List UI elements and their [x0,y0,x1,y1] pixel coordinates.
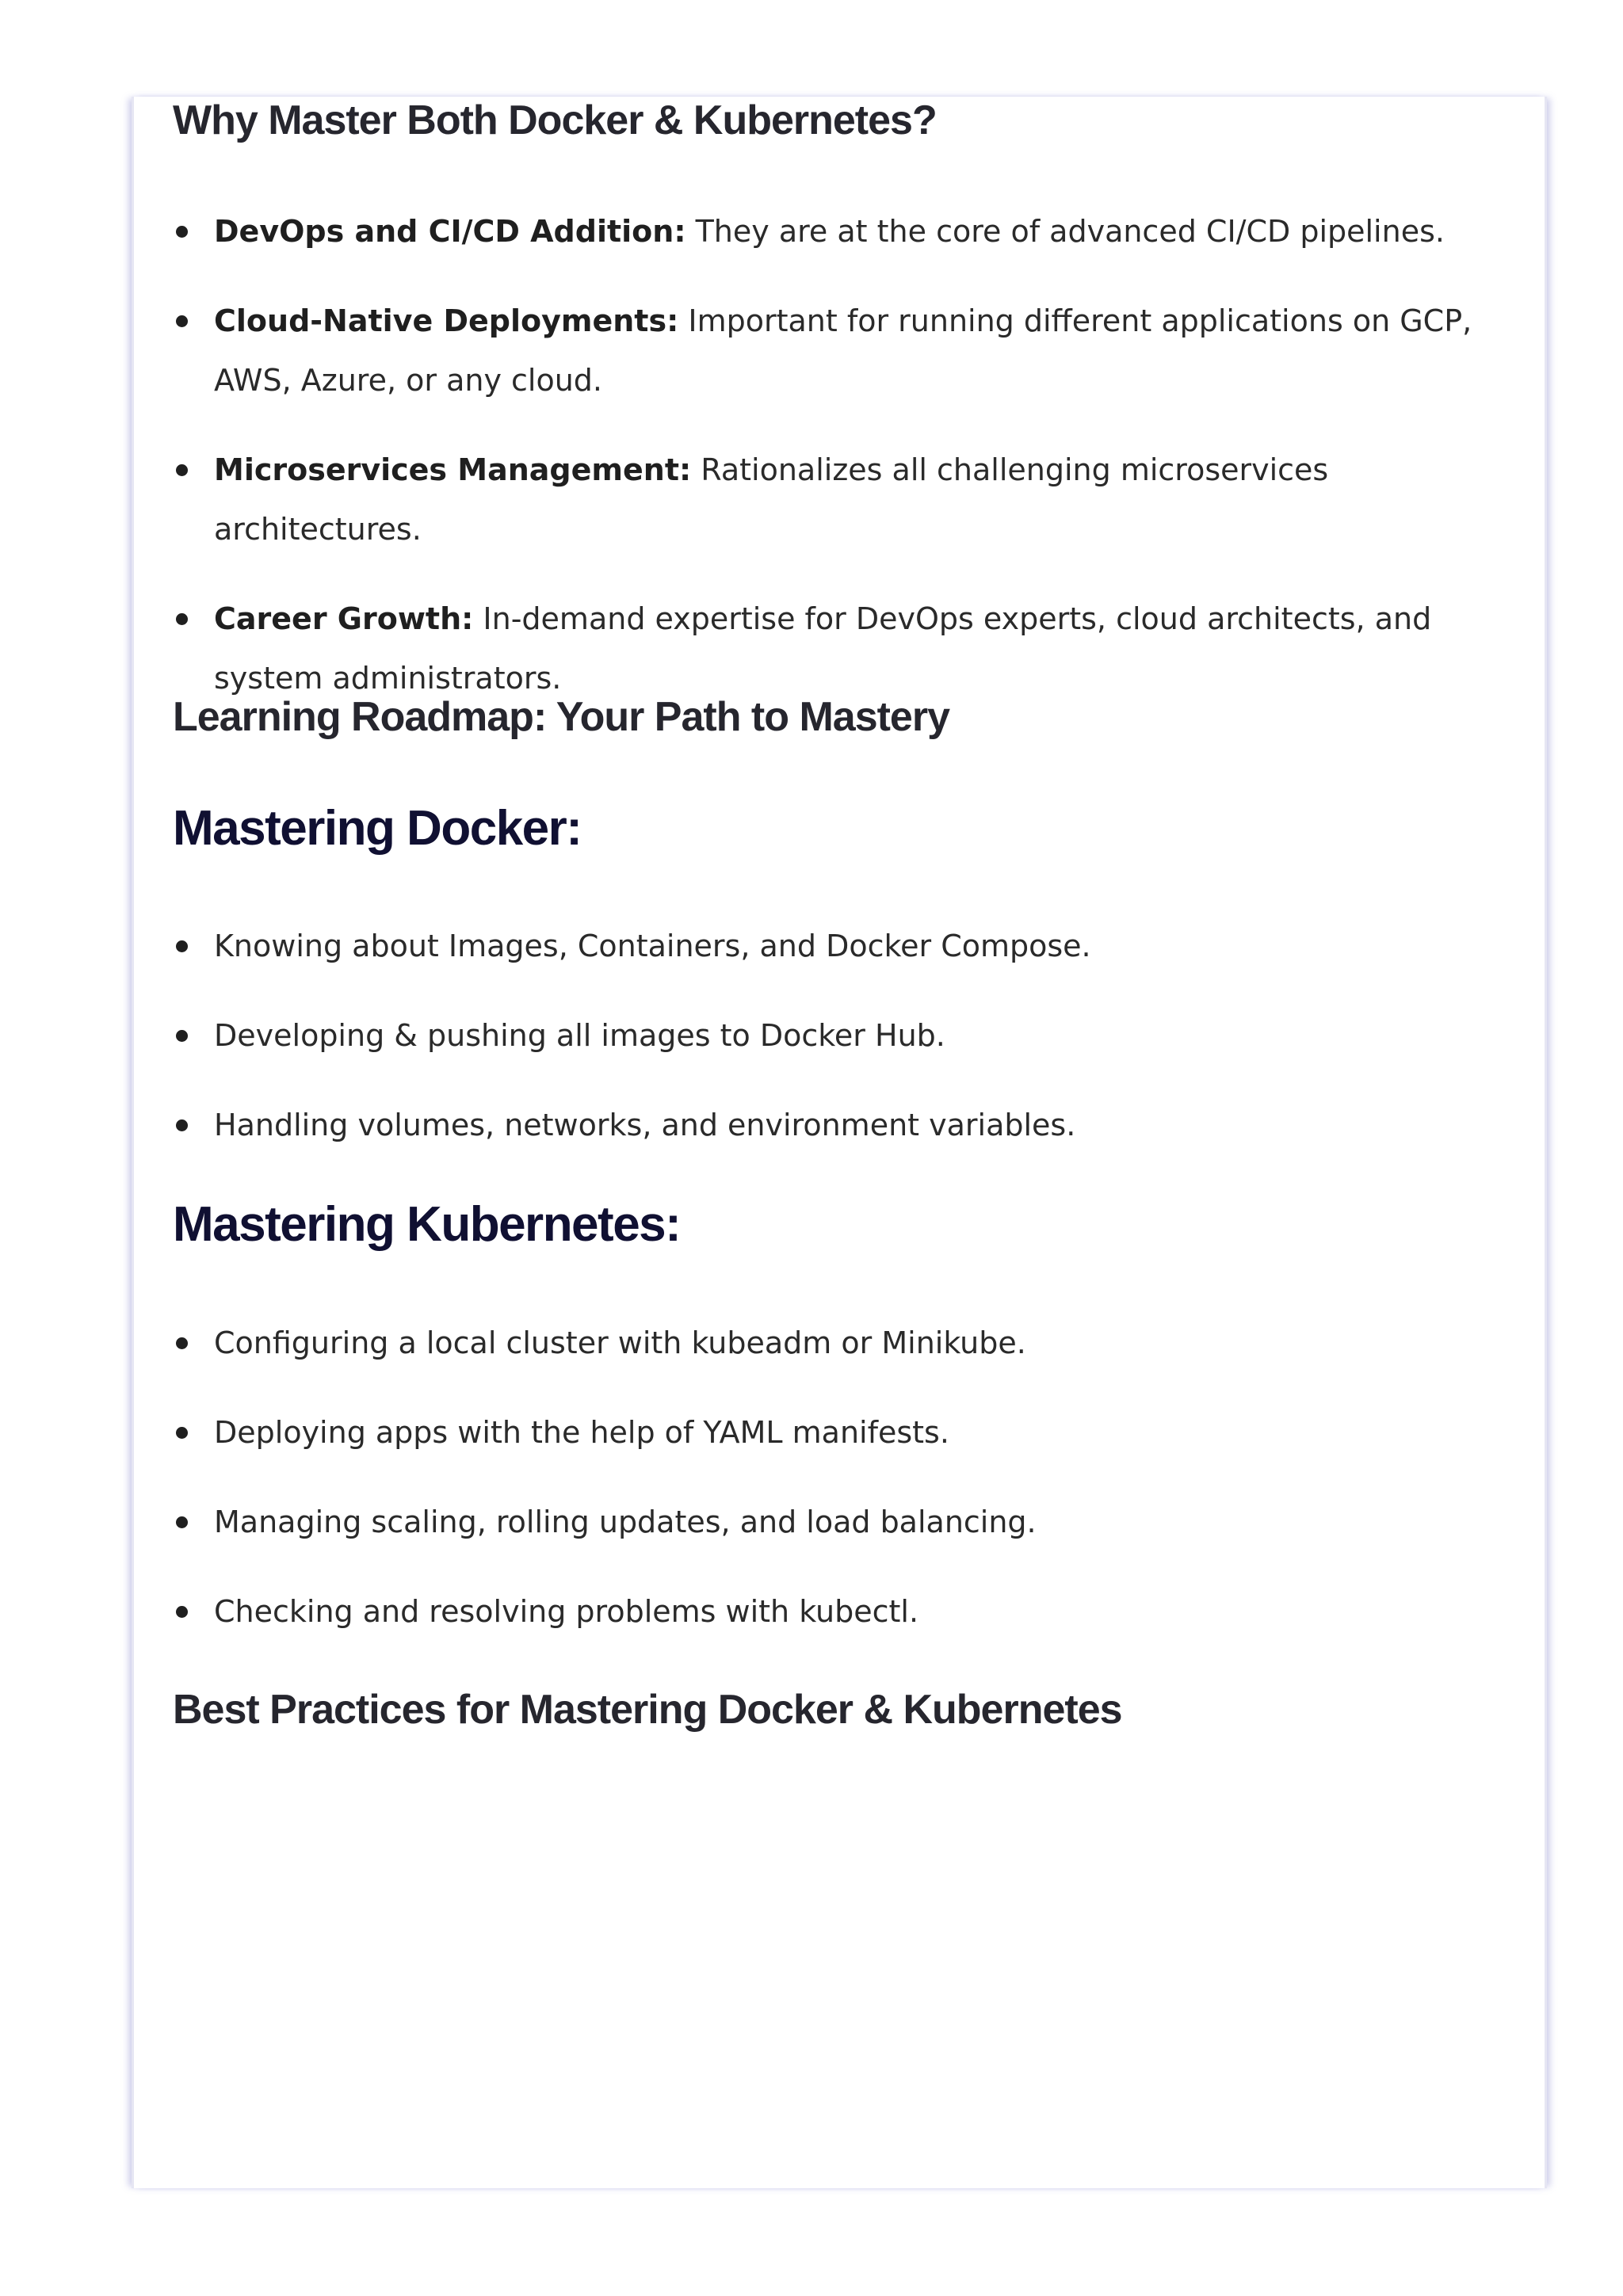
item-text: Rationalizes all challenging microservices architectures. [214,452,1329,547]
mastering-kubernetes-heading: Mastering Kubernetes: [173,1197,681,1252]
bullet-icon [176,1337,188,1349]
list-item [173,1403,1520,1463]
bullet-icon [176,1030,188,1042]
item-label: Career Growth: [214,601,474,636]
list-item [173,1096,1520,1155]
item-text: Knowing about Images, Containers, and Docker Compose. [214,929,1091,963]
bullet-icon [176,226,188,238]
list-item [173,202,1520,261]
list-item [173,1314,1520,1373]
bullet-icon [176,464,188,476]
docker-list [173,917,1520,1155]
item-text: Checking and resolving problems with kubectl. [214,1594,919,1629]
list-item [173,1582,1520,1642]
bullet-icon [176,613,188,625]
item-text: They are at the core of advanced CI/CD pipelines. [685,214,1445,249]
bullet-icon [176,1516,188,1528]
list-item [173,1493,1520,1552]
item-text: Configuring a local cluster with kubeadm or Minikube. [214,1325,1026,1360]
item-text: Handling volumes, networks, and environment variables. [214,1108,1076,1142]
bullet-icon [176,1606,188,1618]
item-label: Microservices Management: [214,452,692,487]
list-item [173,441,1520,559]
list-item [173,589,1520,708]
list-item [173,1006,1520,1066]
item-text: In-demand expertise for DevOps experts, cloud architects, and system administrators. [214,601,1432,696]
bullet-icon [176,1119,188,1131]
bullet-icon [176,315,188,327]
mastering-docker-heading: Mastering Docker: [173,801,582,856]
item-label: Cloud-Native Deployments: [214,303,679,338]
list-item [173,917,1520,976]
best-practices-heading: Best Practices for Mastering Docker & Kubernetes [173,1687,1122,1733]
item-text: Developing & pushing all images to Docker Hub. [214,1018,945,1053]
why-master-heading: Why Master Both Docker & Kubernetes? [173,97,937,143]
item-text: Important for running different applications on GCP, AWS, Azure, or any cloud. [214,303,1472,398]
bullet-icon [176,940,188,952]
list-item [173,292,1520,410]
kubernetes-list [173,1314,1520,1642]
bullet-icon [176,1427,188,1439]
item-label: DevOps and CI/CD Addition: [214,214,686,249]
why-master-list [173,202,1520,708]
item-text: Managing scaling, rolling updates, and load balancing. [214,1505,1037,1539]
item-text: Deploying apps with the help of YAML manifests. [214,1415,949,1450]
roadmap-heading: Learning Roadmap: Your Path to Mastery [173,694,950,740]
